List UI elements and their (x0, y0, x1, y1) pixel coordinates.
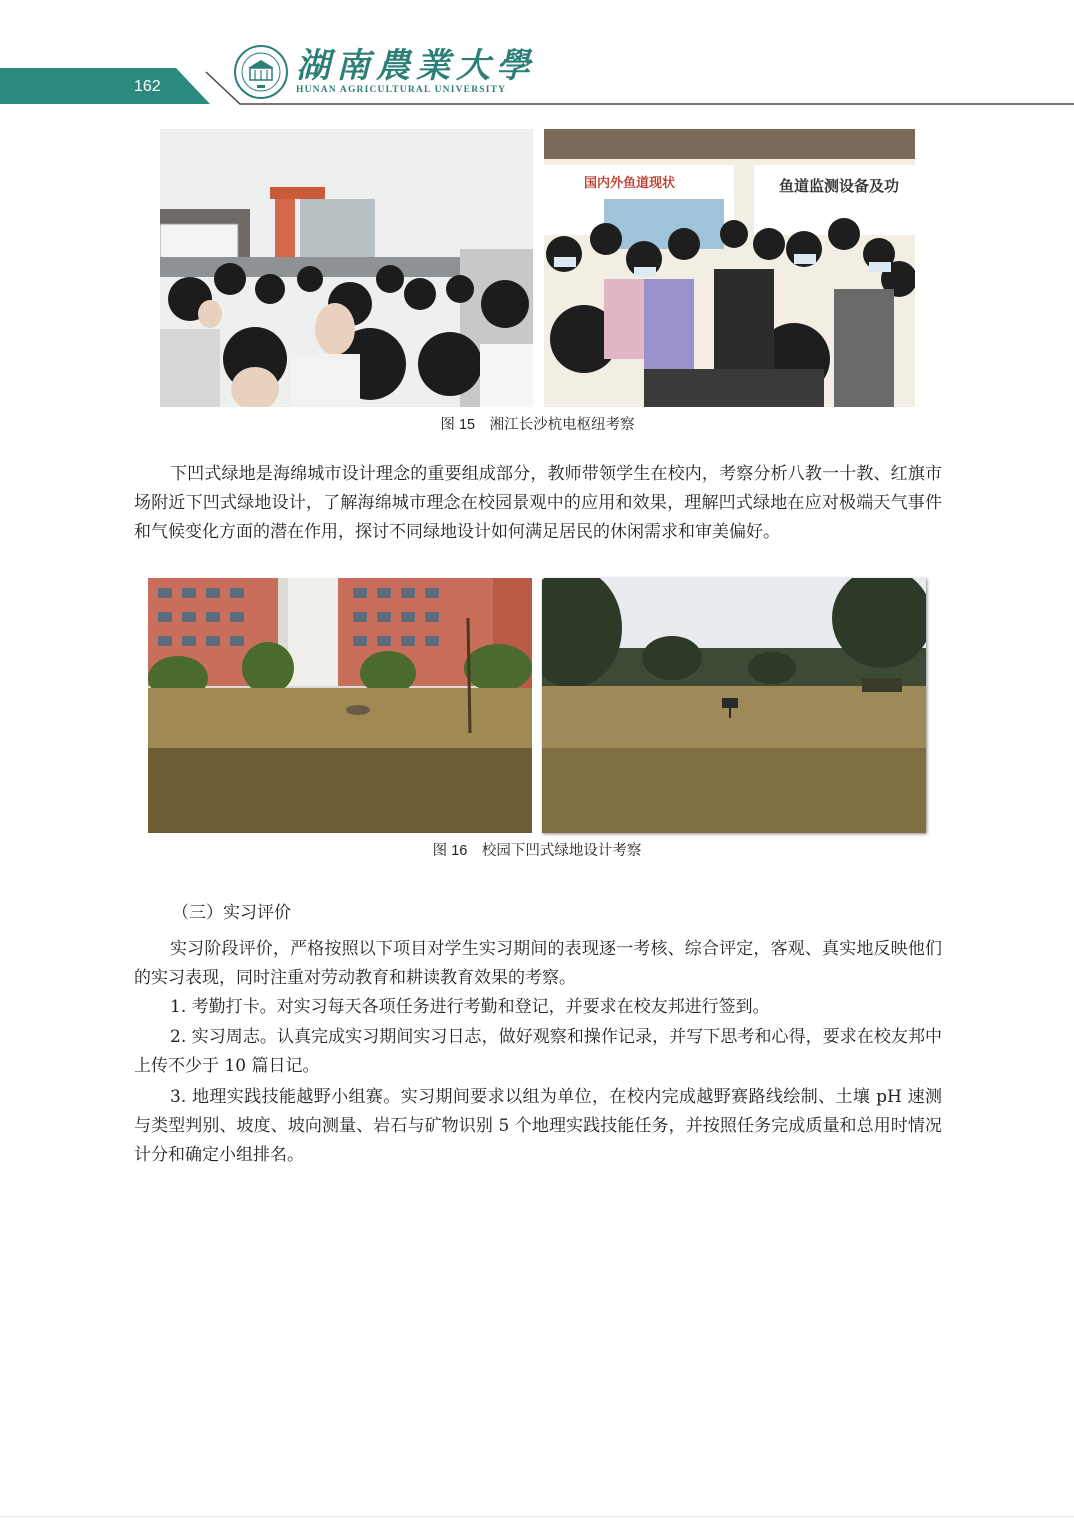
list-item-weekly-log: 2. 实习周志。认真完成实习期间实习日志，做好观察和操作记录，并写下思考和心得，要求在校友邦中上传不少于 10 篇日记。 (134, 1027, 942, 1076)
section-title: （三）实习评价 (172, 903, 291, 922)
figure-15-caption: 图 15 湘江长沙杭电枢纽考察 (440, 417, 635, 433)
exhibition-sign-2: 鱼道监测设备及功 (779, 177, 900, 195)
paragraph-evaluation: 实习阶段评价，严格按照以下项目对学生实习期间的表现逐一考核、综合评定，客观、真实地反映他们的实习表现，同时注重对劳动教育和耕读教育效果的考察。 (134, 939, 942, 988)
university-name-cn: 湖南農業大學 (296, 46, 536, 86)
university-seal-icon (233, 44, 289, 100)
campus-lawn-photo (542, 578, 926, 833)
campus-green-building-photo (148, 578, 532, 833)
page-number: 162 (134, 78, 161, 95)
bottom-divider (0, 1516, 1074, 1517)
list-item-attendance: 1. 考勤打卡。对实习每天各项任务进行考勤和登记，并要求在校友邦进行签到。 (170, 997, 770, 1017)
header-decoration (0, 0, 1074, 110)
students-in-exhibition-photo (544, 129, 915, 407)
list-item-field-contest: 3. 地理实践技能越野小组赛。实习期间要求以组为单位，在校内完成越野赛路线绘制、土壤 pH 速测与类型判别、坡度、坡向测量、岩石与矿物识别 5 个地理实践技能任务，并按照任务完成质量和总用时情况计分和确定小组排名。 (134, 1087, 942, 1165)
figure-16-caption: 图 16 校园下凹式绿地设计考察 (432, 843, 642, 859)
exhibition-sign-1: 国内外鱼道现状 (584, 176, 676, 191)
paragraph-green-space: 下凹式绿地是海绵城市设计理念的重要组成部分，教师带领学生在校内，考察分析八教一十教、红旗市场附近下凹式绿地设计，了解海绵城市理念在校园景观中的应用和效果，理解凹式绿地在应对极端天气事件和气候变化方面的潜在作用，探讨不同绿地设计如何满足居民的休闲需求和审美偏好。 (134, 464, 942, 542)
university-name-en: HUNAN AGRICULTURAL UNIVERSITY (296, 85, 507, 95)
students-at-dam-photo (160, 129, 533, 407)
